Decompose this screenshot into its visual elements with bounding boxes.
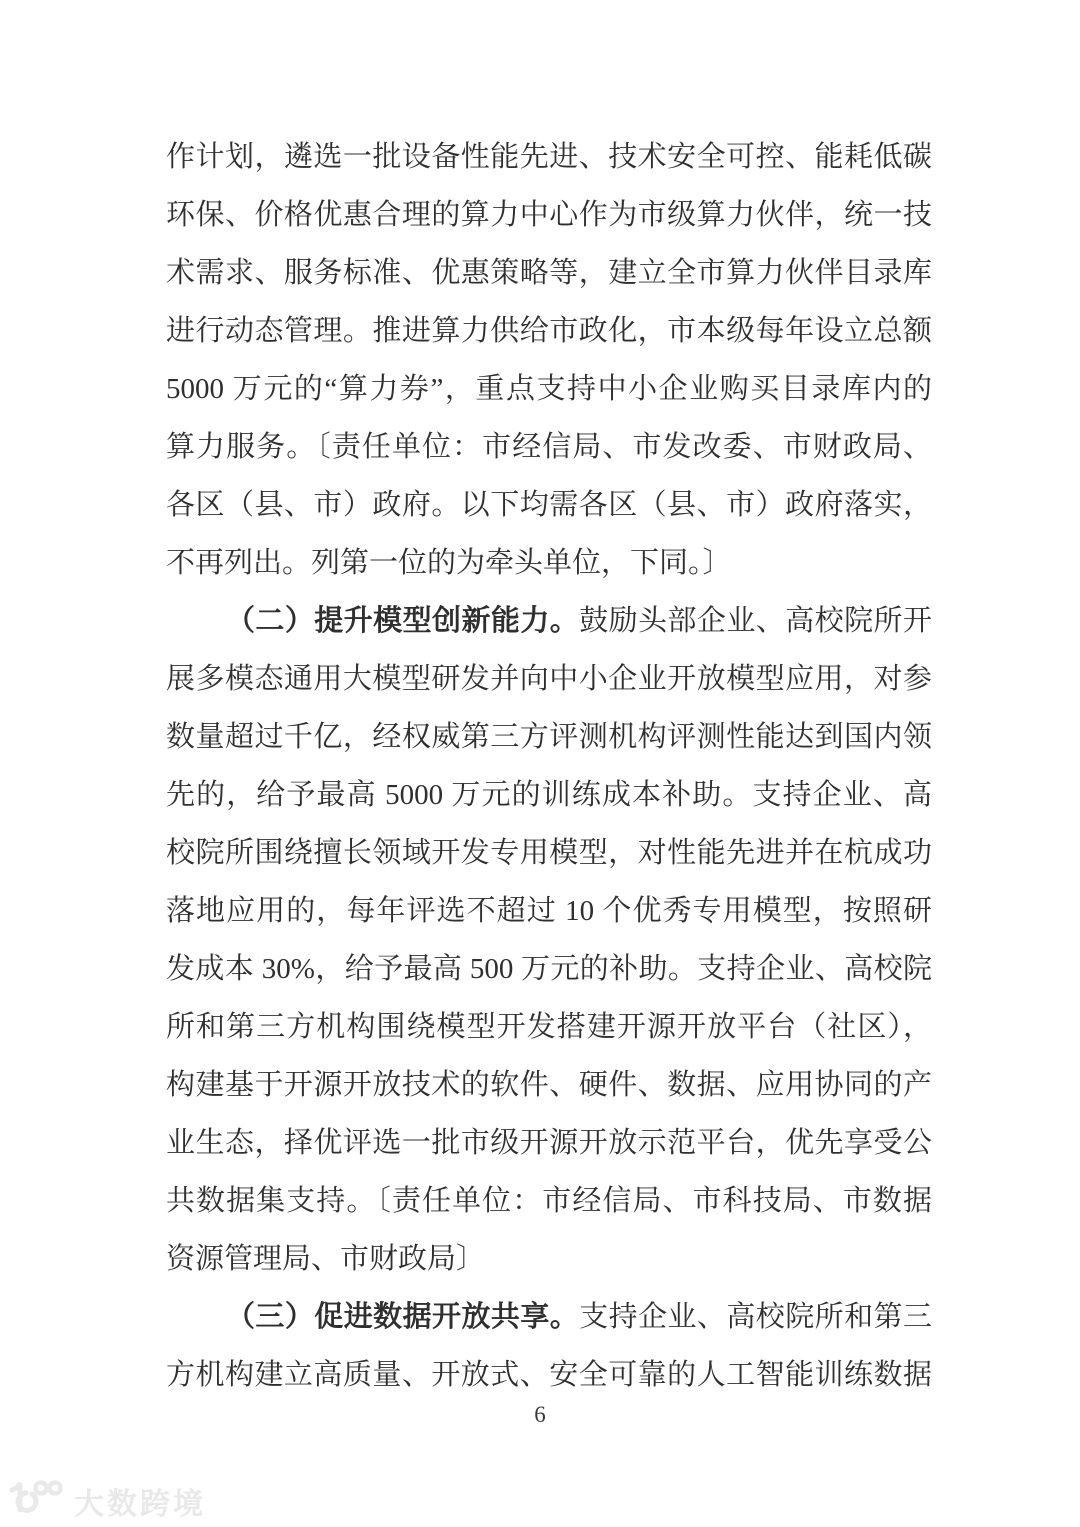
body-text: 校院所围绕擅长领域开发专用模型，对性能先进并在杭成功 [166,837,932,869]
body-text: 算力服务。〔责任单位：市经信局、市发改委、市财政局、 [166,431,932,463]
text-line [166,186,932,244]
body-text: 所和第三方机构围绕模型开发搭建开源开放平台（社区）， [166,1011,932,1043]
text-line [166,1346,932,1404]
text-line [166,476,932,534]
text-line [166,1230,932,1288]
watermark-text: 大数跨境 [74,1487,206,1521]
body-text: 不再列出。列第一位的为牵头单位，下同。〕 [166,547,732,579]
text-line [166,244,932,302]
body-text: 发成本 30%，给予最高 500 万元的补助。支持企业、高校院 [166,953,932,985]
body-text: 环保、价格优惠合理的算力中心作为市级算力伙伴，统一技 [166,199,932,231]
text-line [166,534,932,592]
text-line [166,1288,932,1346]
text-line [166,766,932,824]
section-heading: （三）促进数据开放共享。 [226,1301,580,1333]
body-text: 方机构建立高质量、开放式、安全可靠的人工智能训练数据 [166,1359,932,1391]
text-line [166,1172,932,1230]
body-text: 数量超过千亿，经权威第三方评测机构评测性能达到国内领 [166,721,932,753]
text-line [166,940,932,998]
brand-100-logo-icon [8,1478,64,1523]
body-text: 落地应用的，每年评选不超过 10 个优秀专用模型，按照研 [166,895,932,927]
body-text: 5000 万元的“算力券”，重点支持中小企业购买目录库内的 [166,373,932,405]
body-text: 鼓励头部企业、高校院所开 [579,605,932,637]
body-text: 支持企业、高校院所和第三 [579,1301,932,1333]
body-text: 术需求、服务标准、优惠策略等，建立全市算力伙伴目录库 [166,257,932,289]
body-text: 共数据集支持。〔责任单位：市经信局、市科技局、市数据 [166,1185,932,1217]
text-line [166,418,932,476]
document-body [166,128,932,1404]
text-line [166,882,932,940]
page-number: 6 [534,1402,546,1427]
section-heading: （二）提升模型创新能力。 [226,605,580,637]
text-line [166,650,932,708]
body-text: 构建基于开源开放技术的软件、硬件、数据、应用协同的产 [166,1069,932,1101]
text-line [166,360,932,418]
body-text: 各区（县、市）政府。以下均需各区（县、市）政府落实， [166,489,932,521]
text-line [166,1114,932,1172]
text-line [166,998,932,1056]
text-line [166,1056,932,1114]
text-line [166,708,932,766]
text-line [166,128,932,186]
body-text: 展多模态通用大模型研发并向中小企业开放模型应用，对参 [166,663,932,695]
body-text: 作计划，遴选一批设备性能先进、技术安全可控、能耗低碳 [166,141,932,173]
body-text: 业生态，择优评选一批市级开源开放示范平台，优先享受公 [166,1127,932,1159]
text-line [166,302,932,360]
body-text: 先的，给予最高 5000 万元的训练成本补助。支持企业、高 [166,779,932,811]
body-text: 资源管理局、市财政局〕 [166,1243,486,1275]
text-line [166,592,932,650]
text-line [166,824,932,882]
body-text: 进行动态管理。推进算力供给市政化，市本级每年设立总额 [166,315,932,347]
watermark [8,1478,206,1523]
